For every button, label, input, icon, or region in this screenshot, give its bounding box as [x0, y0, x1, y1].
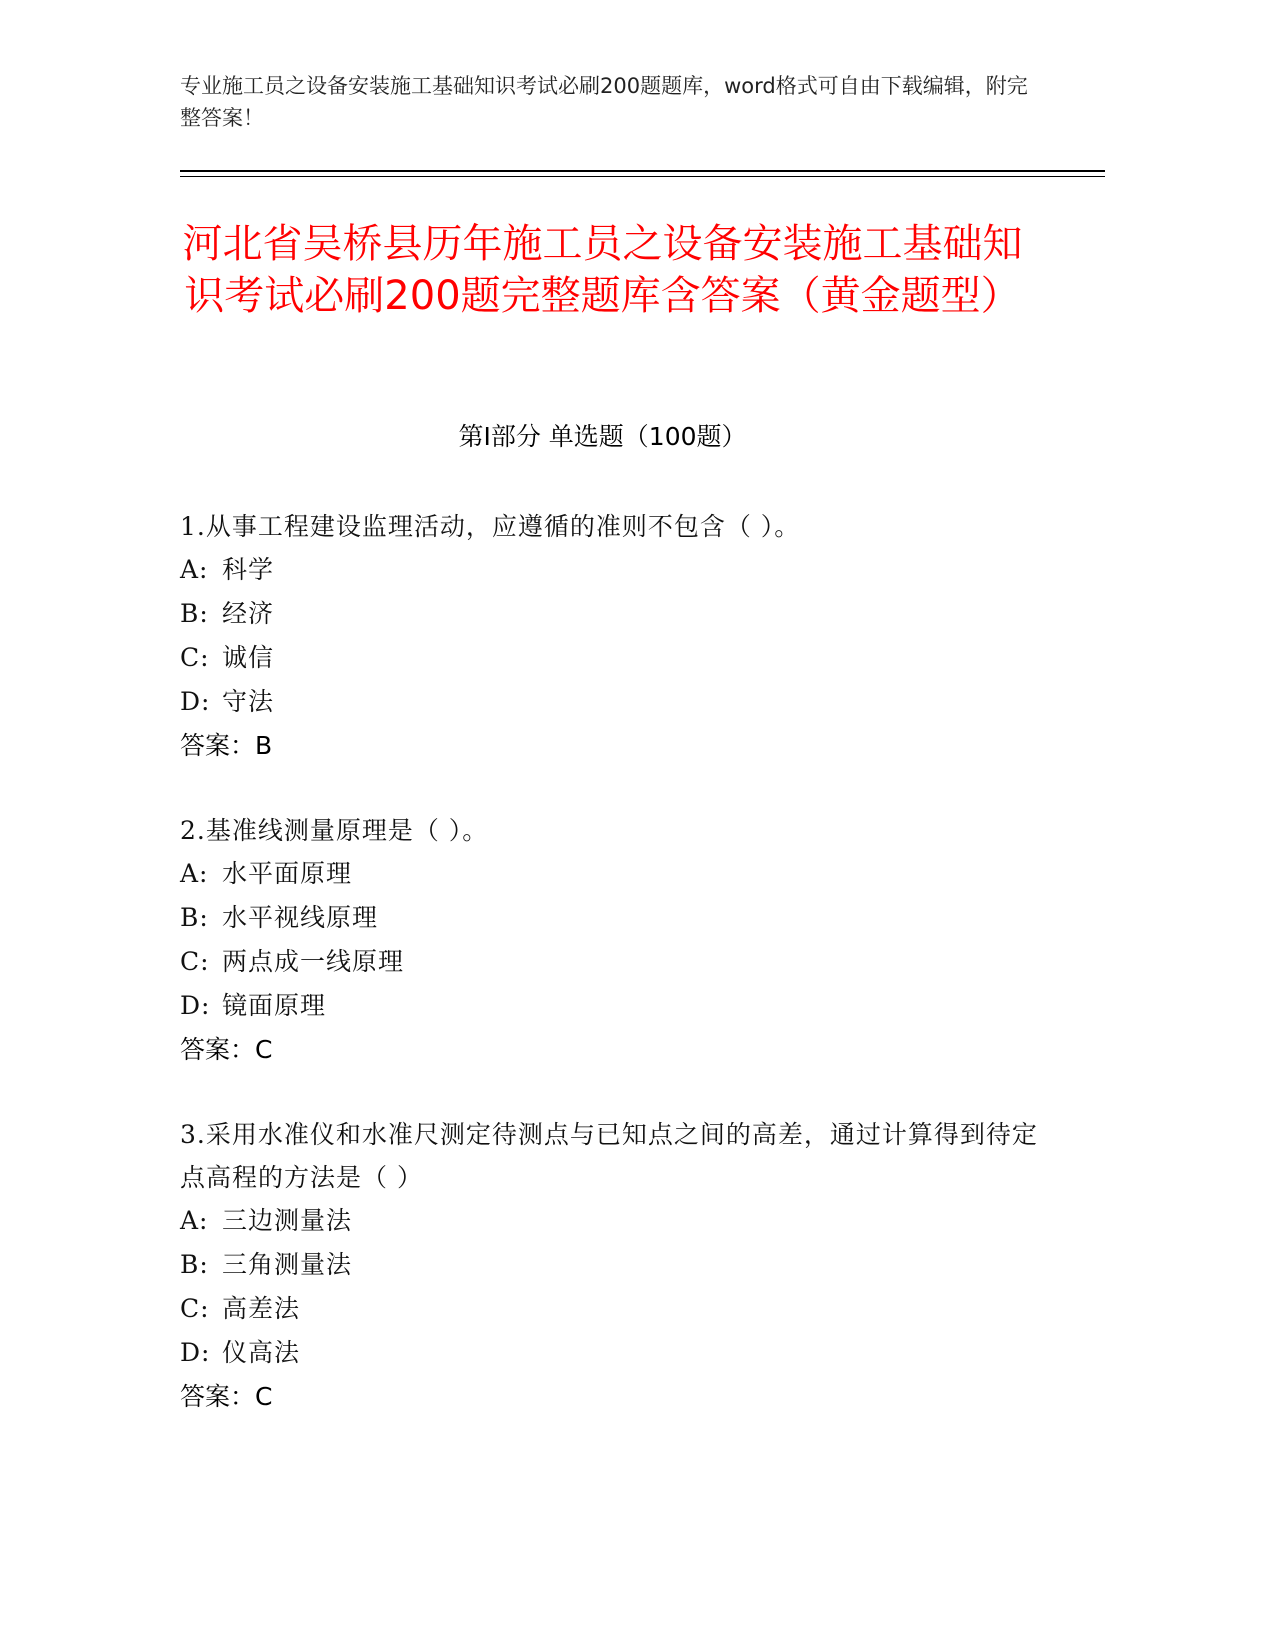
- section-heading: 第Ⅰ部分 单选题（100题）: [458, 422, 747, 451]
- option-text: 仪高法: [222, 1338, 301, 1367]
- option-d: [180, 1331, 1040, 1375]
- option-text: 两点成一线原理: [222, 947, 405, 976]
- option-key: C:: [180, 643, 210, 672]
- option-c: [180, 940, 1040, 984]
- answer-line: 答案：B: [180, 731, 273, 760]
- option-key: D:: [180, 1338, 211, 1367]
- option-key: B:: [180, 903, 209, 932]
- option-b: [180, 592, 1040, 636]
- option-text: 科学: [222, 555, 275, 584]
- option-text: 三边测量法: [222, 1206, 353, 1235]
- answer-line: 答案：C: [180, 1382, 273, 1411]
- question-stem: 2.基准线测量原理是（ ）。: [180, 816, 489, 845]
- question-list: [180, 505, 1040, 1460]
- option-key: A:: [180, 1206, 209, 1235]
- option-a: [180, 1199, 1040, 1243]
- question-3: [180, 1113, 1040, 1419]
- option-key: A:: [180, 859, 209, 888]
- option-key: A:: [180, 555, 209, 584]
- option-text: 水平视线原理: [222, 903, 379, 932]
- question-stem: 1.从事工程建设监理活动，应遵循的准则不包含（ ）。: [180, 512, 801, 541]
- option-text: 守法: [222, 687, 275, 716]
- option-a: [180, 852, 1040, 896]
- option-a: [180, 548, 1040, 592]
- option-key: D:: [180, 687, 211, 716]
- option-text: 诚信: [222, 643, 275, 672]
- option-text: 水平面原理: [222, 859, 353, 888]
- header-divider-thick: [180, 170, 1105, 172]
- option-b: [180, 896, 1040, 940]
- option-d: [180, 984, 1040, 1028]
- option-text: 镜面原理: [222, 991, 327, 1020]
- option-key: D:: [180, 991, 211, 1020]
- question-1: [180, 505, 1040, 768]
- option-key: B:: [180, 599, 209, 628]
- option-b: [180, 1243, 1040, 1287]
- answer-line: 答案：C: [180, 1035, 273, 1064]
- option-text: 三角测量法: [222, 1250, 353, 1279]
- question-stem: 3.采用水准仪和水准尺测定待测点与已知点之间的高差，通过计算得到待定点高程的方法是（ ）: [180, 1120, 1038, 1192]
- header-divider-thin: [180, 176, 1105, 177]
- option-text: 经济: [222, 599, 275, 628]
- option-key: B:: [180, 1250, 209, 1279]
- header-note: 专业施工员之设备安装施工基础知识考试必刷200题题库，word格式可自由下载编辑，附完整答案！: [180, 74, 1028, 130]
- option-c: [180, 636, 1040, 680]
- option-key: C:: [180, 1294, 210, 1323]
- option-c: [180, 1287, 1040, 1331]
- question-2: [180, 809, 1040, 1072]
- option-text: 高差法: [222, 1294, 301, 1323]
- option-key: C:: [180, 947, 210, 976]
- option-d: [180, 680, 1040, 724]
- document-title: 河北省吴桥县历年施工员之设备安装施工基础知识考试必刷200题完整题库含答案（黄金题型）: [182, 221, 1023, 319]
